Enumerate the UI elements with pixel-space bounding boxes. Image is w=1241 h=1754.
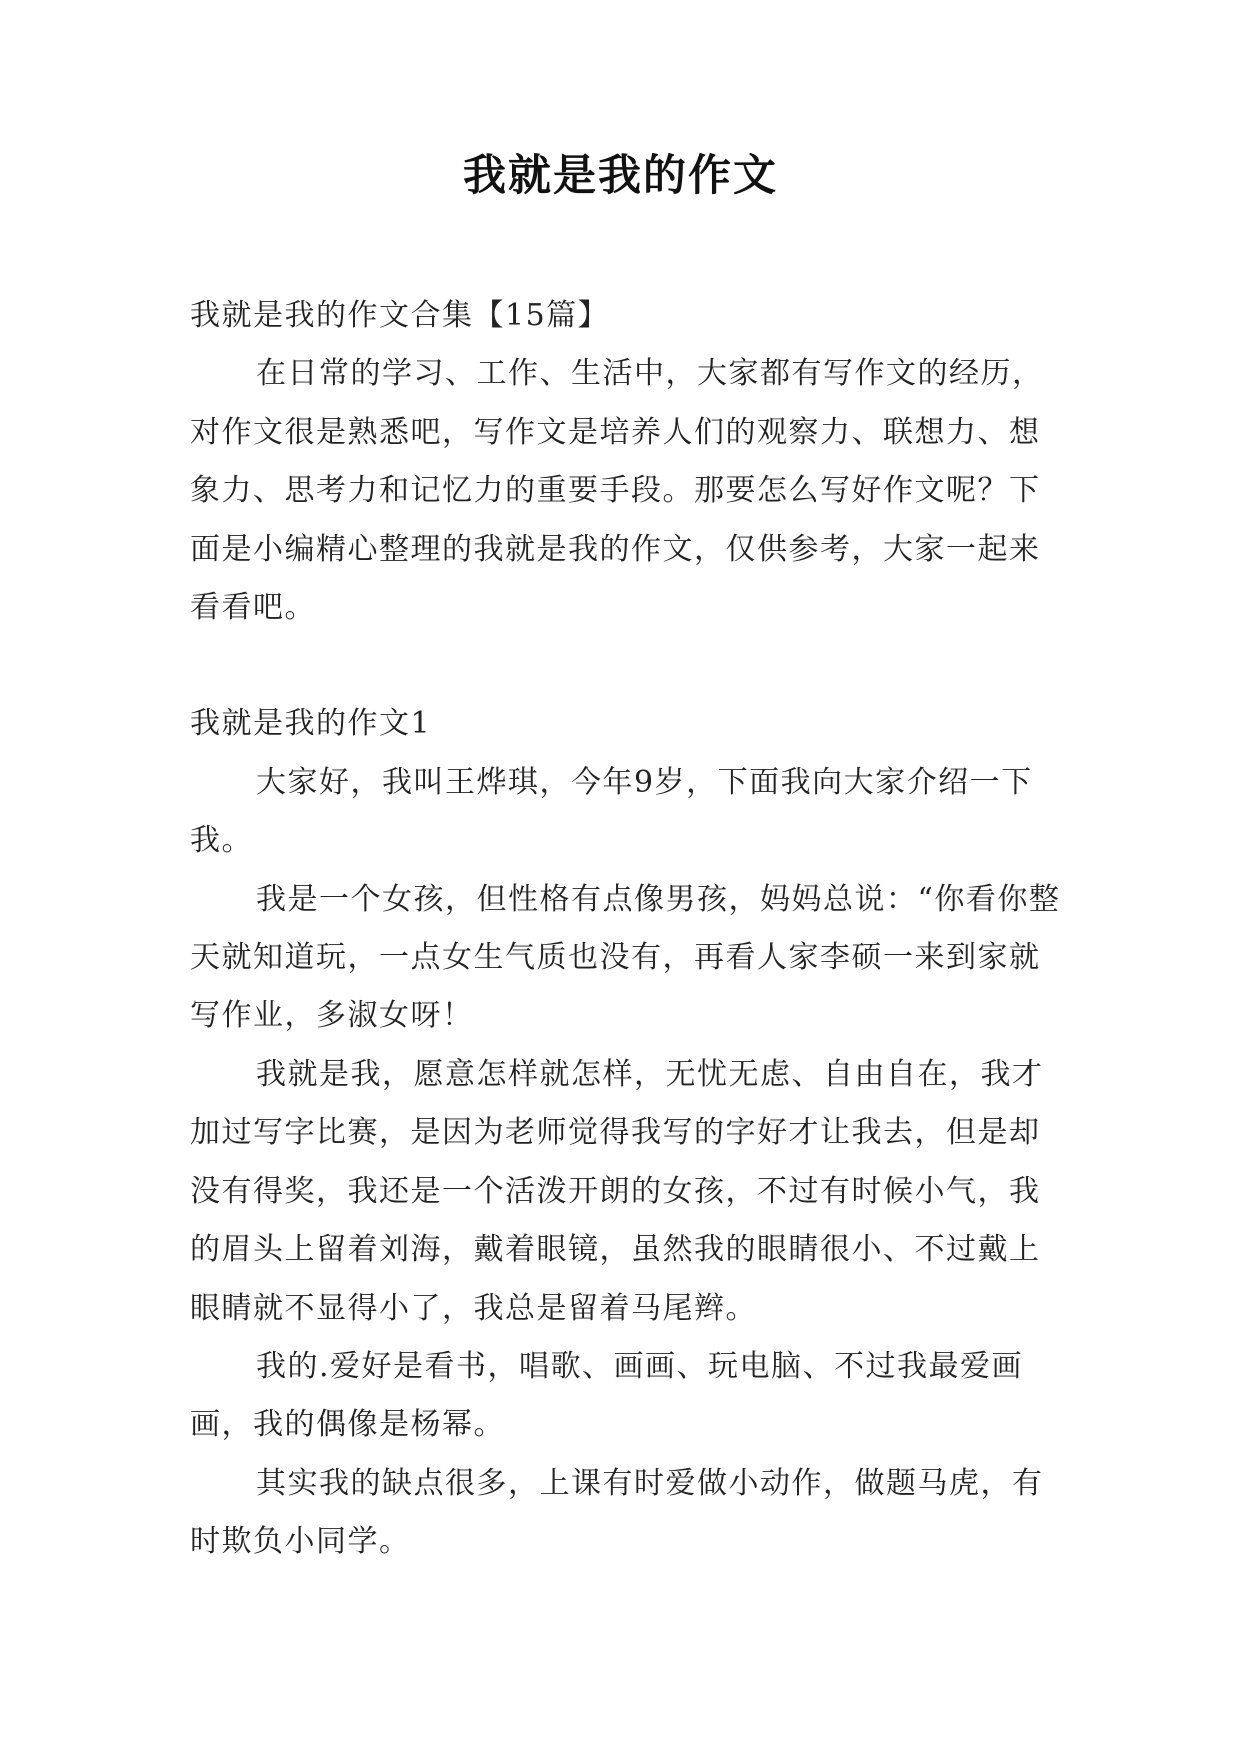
document-body (190, 287, 1070, 1572)
collection-heading: 我就是我的作文合集【15篇】 (190, 298, 610, 333)
intro-paragraph: 在日常的学习、工作、生活中，大家都有写作文的经历，对作文很是熟悉吧，写作文是培养人们的观察力、联想力、想象力、思考力和记忆力的重要手段。那要怎么写好作文呢？下面是小编精心整理的我就是我的作文，仅供参考，大家一起来看看吧。 (190, 356, 1044, 626)
section-spacer (190, 637, 1070, 695)
essay-heading: 我就是我的作文1 (190, 706, 432, 742)
essay-paragraph: 大家好，我叫王烨琪，今年9岁，下面我向大家介绍一下我。 (190, 764, 1033, 859)
essay-paragraph: 我就是我，愿意怎样就怎样，无忧无虑、自由自在，我才加过写字比赛，是因为老师觉得我写的字好才让我去，但是却没有得奖，我还是一个活泼开朗的女孩，不过有时候小气，我的眉头上留着刘海，戴着眼镜，虽然我的眼睛很小、不过戴上眼睛就不显得小了，我总是留着马尾辫。 (190, 1056, 1044, 1326)
essay-paragraph: 我是一个女孩，但性格有点像男孩，妈妈总说：“你看你整天就知道玩，一点女生气质也没有，再看人家李硕一来到家就写作业，多淑女呀！ (190, 881, 1061, 1034)
essay-paragraph: 其实我的缺点很多，上课有时爱做小动作，做题马虎，有时欺负小同学。 (190, 1465, 1044, 1560)
document-title: 我就是我的作文 (463, 151, 778, 201)
essay-paragraph: 我的.爱好是看书，唱歌、画画、玩电脑、不过我最爱画画，我的偶像是杨幂。 (190, 1348, 1024, 1443)
